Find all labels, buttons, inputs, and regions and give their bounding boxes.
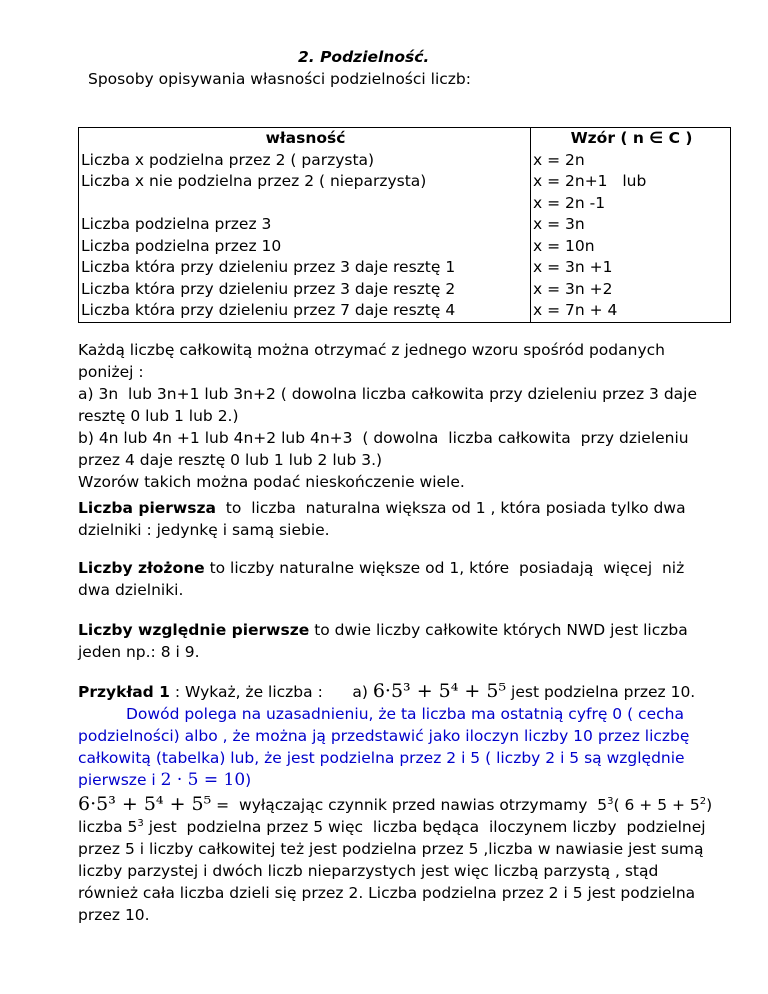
paragraph-line: Każdą liczbę całkowitą można otrzymać z jednego wzoru spośród podanych — [78, 341, 665, 359]
proof-line: liczby parzystej i dwóch liczb nieparzystych jest więc liczbą parzystą , stąd — [78, 862, 659, 880]
coprime-definition-line2: jeden np.: 8 i 9. — [78, 643, 200, 661]
paragraph-line: poniżej : — [78, 363, 144, 381]
coprime-term: Liczby względnie pierwsze — [78, 621, 310, 639]
prime-definition-text: to liczba naturalna większa od 1 , która posiada tylko dwa — [215, 499, 686, 517]
proof-expression: 6·5³ + 5⁴ + 5⁵ — [78, 793, 212, 815]
formula-cell: x = 7n + 4 — [533, 301, 618, 319]
property-cell: Liczba która przy dzieleniu przez 7 daje resztę 4 — [81, 301, 456, 319]
formula-cell: x = 3n +2 — [533, 279, 613, 298]
proof-line: przez 5 i liczby całkowitej też jest podzielna przez 5 ,liczba w nawiasie jest sumą — [78, 840, 704, 858]
example-block — [78, 680, 733, 926]
prime-term: Liczba pierwsza — [78, 499, 216, 517]
paragraph-line: a) 3n lub 3n+1 lub 3n+2 ( dowolna liczba całkowita przy dzieleniu przez 3 daje — [78, 385, 697, 403]
composite-term: Liczby złożone — [78, 559, 205, 577]
formula-cell: x = 10n — [533, 236, 595, 255]
property-cell — [81, 193, 530, 215]
paragraph-line: Wzorów takich można podać nieskończenie wiele. — [78, 473, 465, 491]
composite-definition — [78, 557, 733, 601]
property-header: własność — [265, 129, 346, 147]
paragraph-line: b) 4n lub 4n +1 lub 4n+2 lub 4n+3 ( dowolna liczba całkowita przy dzieleniu — [78, 429, 689, 447]
property-cell: Liczba x podzielna przez 2 ( parzysta) — [81, 150, 375, 169]
coprime-definition — [78, 619, 733, 663]
proof-line: liczba $5^3$ jest podzielna przez 5 więc liczba będąca iloczynem liczby podzielnej — [78, 818, 706, 836]
property-cell: Liczba x nie podzielna przez 2 ( nieparzysta) — [81, 172, 427, 190]
formula-cell: x = 2n -1 — [533, 193, 606, 212]
paragraph-line: resztę 0 lub 1 lub 2.) — [78, 407, 239, 425]
paragraph-line: przez 4 daje resztę 0 lub 1 lub 2 lub 3.) — [78, 451, 383, 469]
composite-definition-text: to liczby naturalne większe od 1, które posiadają więcej niż — [204, 559, 685, 577]
example-expression: 6·5³ + 5⁴ + 5⁵ — [372, 680, 507, 702]
example-part: a) — [352, 683, 368, 701]
proof-line: przez 10. — [78, 906, 150, 924]
proof-note-line: Dowód polega na uzasadnieniu, że ta liczba ma ostatnią cyfrę 0 ( cecha — [126, 705, 684, 723]
prime-definition-line2: dzielniki : jedynkę i samą siebie. — [78, 521, 330, 539]
formula-column — [531, 128, 731, 323]
proof-note-line: pierwsze i 2 · 5 = 10) — [78, 770, 252, 790]
property-cell: Liczba podzielna przez 3 — [81, 215, 272, 233]
example-label: Przykład 1 — [78, 683, 170, 701]
section-subtitle: Sposoby opisywania własności podzielności liczb: — [88, 70, 471, 88]
coprime-definition-text: to dwie liczby całkowite których NWD jest liczba — [309, 621, 688, 639]
example-intro: : Wykaż, że liczba : — [169, 683, 323, 701]
formula-cell: x = 3n +1 — [533, 258, 613, 276]
proof-line: również cała liczba dzieli się przez 2. Liczba podzielna przez 2 i 5 jest podzielna — [78, 884, 696, 902]
formula-cell: x = 2n — [533, 150, 585, 169]
proof-note-line: całkowitą (tabelka) lub, że jest podzielna przez 2 i 5 ( liczby 2 i 5 są względnie — [78, 749, 685, 767]
divisibility-table — [78, 127, 731, 323]
property-column — [79, 128, 531, 323]
composite-definition-line2: dwa dzielniki. — [78, 581, 184, 599]
table-row — [79, 128, 731, 323]
property-cell: Liczba która przy dzieleniu przez 3 daje resztę 2 — [81, 279, 456, 298]
property-cell: Liczba podzielna przez 10 — [81, 236, 282, 255]
example-claim: jest podzielna przez 10. — [506, 683, 696, 701]
formula-cell: x = 2n+1 lub — [533, 172, 647, 190]
property-cell: Liczba która przy dzieleniu przez 3 daje resztę 1 — [81, 258, 456, 276]
section-title: 2. Podzielność. — [298, 48, 430, 66]
proof-line: 6·5³ + 5⁴ + 5⁵ = wyłączając czynnik przed nawias otrzymamy $5^3$( $6 + 5 + 5^2$) — [78, 793, 713, 815]
formulas-paragraph — [78, 339, 733, 493]
formula-cell: x = 3n — [533, 215, 585, 233]
formula-header: Wzór ( n ∈ C ) — [570, 129, 693, 147]
prime-definition — [78, 497, 733, 541]
proof-note-line: podzielności) albo , że można ją przedstawić jako iloczyn liczby 10 przez liczbę — [78, 727, 690, 745]
math-expression: 2 · 5 = 10 — [160, 770, 246, 790]
